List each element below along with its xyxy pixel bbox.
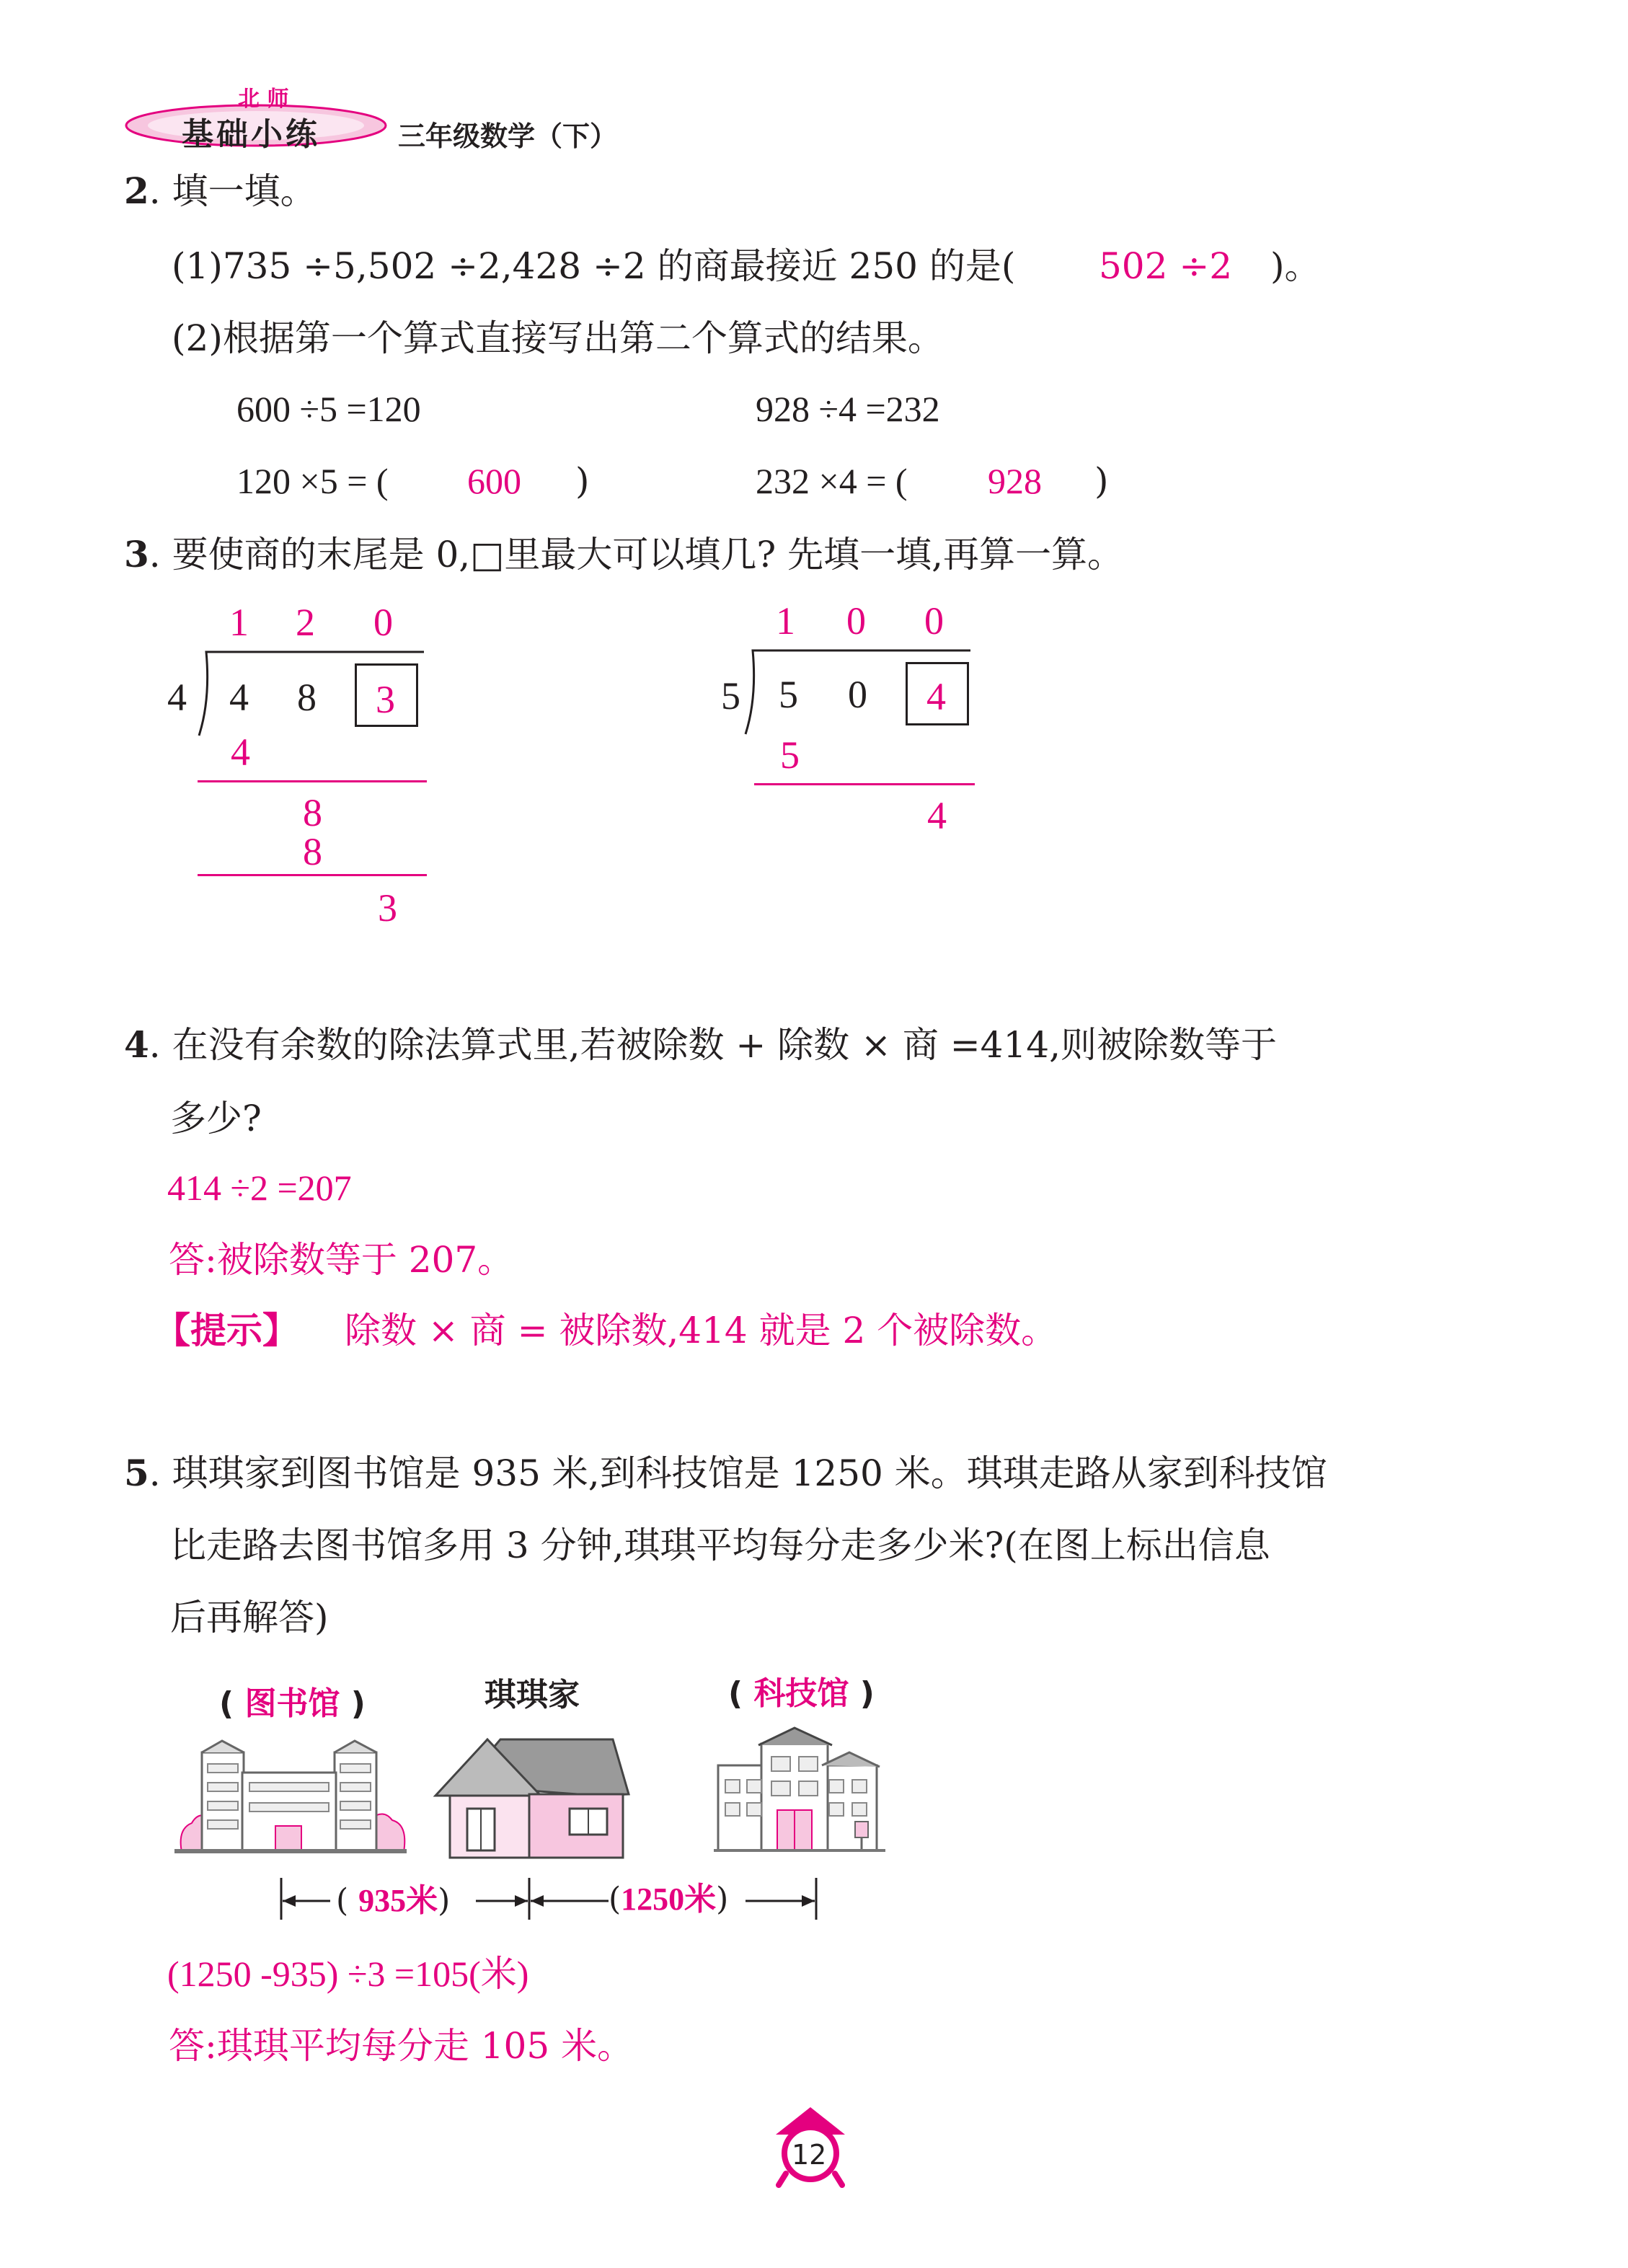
question-5-line1 xyxy=(124,1452,1327,1494)
step-remainder: 8 xyxy=(303,791,322,834)
quotient-digit: 0 xyxy=(373,601,393,644)
question-3-heading xyxy=(124,533,1124,575)
hint-text: 除数 × 商 = 被除数,414 就是 2 个被除数。 xyxy=(345,1310,1058,1351)
hint-label: 【提示】 xyxy=(154,1310,298,1351)
q4-calculation: 414 ÷2 =207 xyxy=(167,1168,352,1208)
q2-part2-text: (2)根据第一个算式直接写出第二个算式的结果。 xyxy=(172,317,944,359)
library-label: ( 图书馆 ) xyxy=(219,1685,366,1722)
q2-eq3: 120 ×5 = ( xyxy=(236,461,389,501)
home-house-icon xyxy=(433,1734,632,1862)
divisor: 4 xyxy=(167,676,187,719)
museum-label: ( 科技馆 ) xyxy=(728,1675,875,1712)
series-top: 北 师 xyxy=(238,87,289,112)
dividend-digit: 4 xyxy=(229,676,249,719)
q5-answer: 答:琪琪平均每分走 105 米。 xyxy=(169,2025,634,2067)
library-label-text: 图书馆 xyxy=(244,1685,340,1722)
fill-box[interactable] xyxy=(355,663,418,727)
q2-part1-close: )。 xyxy=(1270,245,1321,287)
step-product: 4 xyxy=(231,731,250,774)
question-2-heading xyxy=(124,169,317,212)
series-title: 基础小练 xyxy=(182,116,320,153)
dividend-digit: 0 xyxy=(848,673,867,716)
step-line xyxy=(198,874,427,876)
question-text: . 在没有余数的除法算式里,若被除数 + 除数 × 商 =414,则被除数等于 xyxy=(149,1024,1277,1066)
fill-box[interactable] xyxy=(906,662,969,725)
divisor: 5 xyxy=(721,674,740,718)
dividend-digit: 5 xyxy=(779,673,798,716)
step-line xyxy=(754,783,975,785)
distance-museum: (1250米) xyxy=(609,1881,729,1918)
question-5-line2: 比走路去图书馆多用 3 分钟,琪琪平均每分走多少米?(在图上标出信息 xyxy=(170,1524,1270,1566)
final-remainder: 4 xyxy=(927,794,947,837)
question-text: . 琪琪家到图书馆是 935 米,到科技馆是 1250 米。琪琪走路从家到科技馆 xyxy=(149,1452,1327,1494)
home-label: 琪琪家 xyxy=(485,1677,580,1713)
question-number: 3 xyxy=(124,533,149,575)
q2-eq4-answer: 928 xyxy=(988,461,1042,501)
q4-answer: 答:被除数等于 207。 xyxy=(169,1239,514,1281)
question-title: . 要使商的末尾是 0,□里最大可以填几? 先填一填,再算一算。 xyxy=(149,534,1124,575)
final-remainder: 3 xyxy=(378,886,397,930)
dividend-digit: 8 xyxy=(297,676,317,719)
question-4-line1 xyxy=(124,1023,1277,1066)
distance-library-value: 935米 xyxy=(358,1883,438,1918)
quotient-digit: 1 xyxy=(229,601,249,644)
question-number: 5 xyxy=(124,1452,149,1494)
fill-box-answer: 3 xyxy=(376,678,395,721)
question-5-line3: 后再解答) xyxy=(170,1597,329,1638)
q2-eq1: 600 ÷5 =120 xyxy=(236,389,421,429)
q2-eq2: 928 ÷4 =232 xyxy=(756,389,940,429)
q2-eq4: 232 ×4 = ( xyxy=(756,461,908,501)
subject-label: 三年级数学（下） xyxy=(398,120,618,152)
q5-calculation: (1250 -935) ÷3 =105(米) xyxy=(167,1954,529,1994)
quotient-digit: 0 xyxy=(924,599,944,643)
step-product: 5 xyxy=(780,733,800,777)
quotient-digit: 0 xyxy=(846,599,866,643)
quotient-digit: 2 xyxy=(296,601,315,644)
question-title: . 填一填。 xyxy=(149,170,317,212)
distance-library: ( 935米) xyxy=(336,1882,451,1919)
q2-eq4-close: ) xyxy=(1094,460,1109,502)
q2-eq3-close: ) xyxy=(575,460,590,502)
q2-part1-answer: 502 ÷2 xyxy=(1099,245,1233,287)
question-number: 2 xyxy=(124,169,149,212)
question-4-line2: 多少? xyxy=(170,1098,262,1139)
step-product: 8 xyxy=(303,830,322,873)
q2-eq3-answer: 600 xyxy=(467,461,521,501)
distance-museum-value: 1250米 xyxy=(621,1881,717,1917)
q2-part1-text: (1)735 ÷5,502 ÷2,428 ÷2 的商最接近 250 的是( xyxy=(172,245,1016,287)
library-building-icon xyxy=(170,1738,412,1853)
question-number: 4 xyxy=(124,1023,149,1066)
museum-label-text: 科技馆 xyxy=(753,1675,849,1712)
museum-building-icon xyxy=(714,1725,885,1852)
quotient-digit: 1 xyxy=(776,599,795,643)
step-line xyxy=(198,780,427,782)
fill-box-answer: 4 xyxy=(926,675,946,718)
page-number: 12 xyxy=(792,2139,827,2171)
